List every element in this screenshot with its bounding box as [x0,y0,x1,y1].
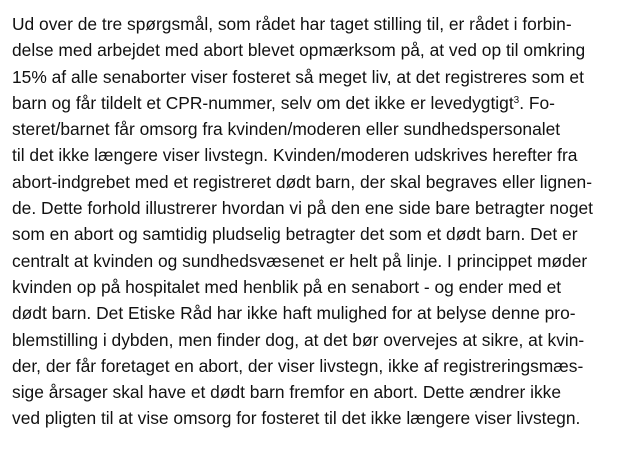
text-line: kvinden op på hospitalet med henblik på en senabort - og ender med et [12,276,562,297]
text-line: der, der får foretaget en abort, der viser livstegn, ikke af registreringsmæs- [12,355,584,376]
text-line: Ud over de tre spørgsmål, som rådet har taget stilling til, er rådet i forbin- [12,14,572,34]
text-line: abort-indgrebet med et registreret dødt barn, der skal begraves eller lignen- [12,171,592,192]
text-line: centralt at kvinden og sundhedsvæsenet er helt på linje. I princippet møder [12,250,588,271]
text-line: som en abort og samtidig pludselig betragter det som et dødt barn. Det er [12,224,578,245]
text-line: 15% af alle senaborter viser fosteret så meget liv, at det registreres som et [12,66,584,87]
footnote-reference[interactable]: 3 [513,94,520,106]
text-line-main: barn og får tildelt et CPR-nummer, selv om det ikke er levedygtigt [12,92,514,113]
text-line [12,90,622,116]
text-line: til det ikke længere viser livstegn. Kvinden/moderen udskrives herefter fra [12,145,578,166]
text-line: de. Dette forhold illustrerer hvordan vi på den ene side bare betragter noget [12,198,594,219]
text-line: ved pligten til at vise omsorg for fosteret til det ikke længere viser livstegn. [12,408,581,429]
text-line: dødt barn. Det Etiske Råd har ikke haft mulighed for at belyse denne pro- [12,303,576,324]
text-line: delse med arbejdet med abort blevet opmærksom på, at ved op til omkring [12,40,586,61]
text-line: blemstilling i dybden, men finder dog, at det bør overvejes at sikre, at kvin- [12,329,585,350]
document-paragraph [12,11,622,432]
text-line: steret/barnet får omsorg fra kvinden/moderen eller sundhedspersonalet [12,119,561,140]
text-line-tail: . Fo- [519,92,555,113]
text-line: sige årsager skal have et dødt barn fremfor en abort. Dette ændrer ikke [12,382,562,403]
